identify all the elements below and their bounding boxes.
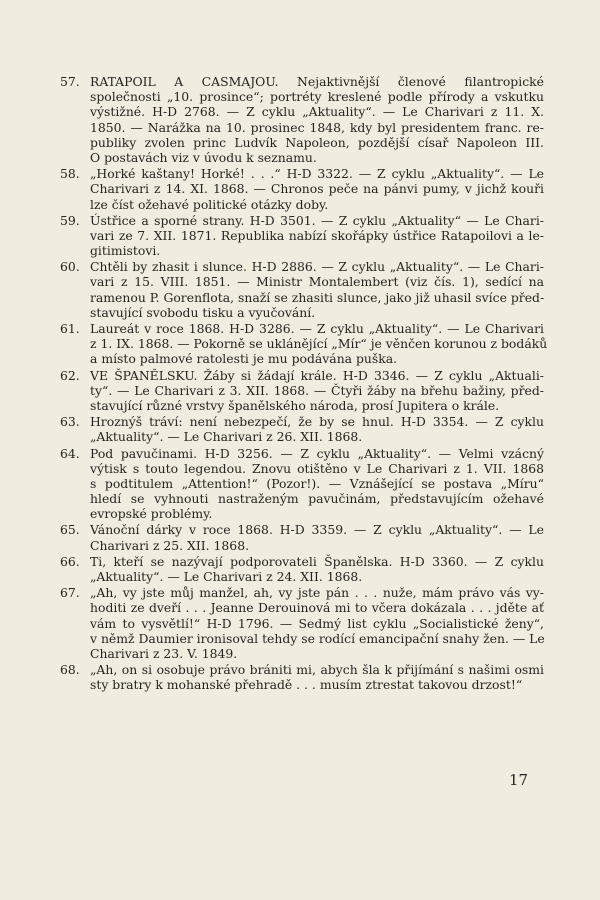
entry-text-line: 1850. — Narážka na 10. prosinec 1848, kdy byl presidentem franc. re- [90,119,544,135]
entry-text-line: stavující různé vrstvy španělského národa, prosí Jupitera o krále. [90,397,500,413]
entry-text-line: Ústřice a sporné strany. H-D 3501. — Z cyklu „Aktuality“ — Le Chari- [90,212,544,228]
entry-text-line: „Ah, vy jste můj manžel, ah, vy jste pán . . . nuže, mám právo vás vy- [90,585,544,601]
entry-number: 67. [60,585,80,601]
entry-text-line: Charivari z 14. XI. 1868. — Chronos peče na pánvi pumy, v jichž kouři [90,181,544,197]
entry-text-line: lze číst ožehavé politické otázky doby. [90,196,329,212]
entry-number: 64. [60,445,80,461]
page-number: 17 [509,771,529,789]
entry-text-line: z 1. IX. 1868. — Pokorně se uklánějící „Mír“ je věnčen korunou z bodáků [90,336,548,352]
entry-text-line: vari z 15. VIII. 1851. — Ministr Montalembert (viz čís. 1), sedící na [90,274,544,290]
entry-text-line: hledí se vyhnouti nastraženým pavučinám, představujícím ožehavé [90,491,544,507]
catalogue-entry [60,212,544,259]
entry-number: 61. [60,321,80,336]
entry-text-line: Ti, kteří se nazývají podporovateli Španělska. H-D 3360. — Z cyklu [90,553,544,569]
entry-text-line: Charivari z 23. V. 1849. [90,645,238,661]
entry-text-line: Vánoční dárky v roce 1868. H-D 3359. — Z cyklu „Aktuality“. — Le [90,522,544,538]
entry-text-line: O postavách viz v úvodu k seznamu. [90,149,317,165]
entry-text-line: publiky zvolen princ Ludvík Napoleon, pozdější císař Napoleon III. [90,134,544,150]
entry-text-line: a místo palmové ratolesti je mu podávána puška. [90,351,398,367]
entry-text-line: Pod pavučinami. H-D 3256. — Z cyklu „Aktuality“. — Velmi vzácný [90,445,544,461]
entry-number: 68. [60,662,80,678]
entry-text-line: gitimistovi. [90,243,161,259]
entry-text-line: Hroznýš tráví: není nebezpečí, že by se hnul. H-D 3354. — Z cyklu [90,414,544,430]
entry-text-line: sty bratry k mohanské přehradě . . . musím ztrestat takovou drzost!“ [90,677,523,693]
entry-number: 65. [60,522,80,538]
catalogue-entry [60,74,544,165]
catalogue-entry [60,259,545,320]
entry-text-line: evropské problémy. [90,506,213,522]
entry-number: 66. [60,553,80,569]
entry-number: 63. [60,414,80,430]
entry-text-line: Charivari z 25. XII. 1868. [90,537,250,553]
catalogue-entry [60,321,548,367]
entry-text-line: „Aktuality“. — Le Charivari z 24. XII. 1868. [90,569,363,584]
catalogue-entry [60,166,544,212]
entry-number: 60. [60,259,80,275]
entry-text-line: stavující svobodu tisku a vyučování. [90,304,316,320]
entry-text-line: společnosti „10. prosince“; portréty kreslené podle přírody a vskutku [90,89,544,105]
catalogue-entry [60,367,544,414]
entry-text-line: vám to vysvětlí!“ H-D 1796. — Sedmý list cyklu „Socialistické ženy“, [90,615,544,631]
entry-text-line: RATAPOIL A CASMAJOU. Nejaktivnější členové filantropické [90,74,544,89]
entry-number: 57. [60,74,80,89]
entry-text-line: „Aktuality“. — Le Charivari z 26. XII. 1868. [90,429,363,445]
catalogue-entry [60,522,544,553]
entry-text-line: „Ah, on si osobuje právo brániti mi, abych šla k přijímání s našimi osmi [90,662,544,678]
catalogue-entry [60,414,544,445]
entry-text-line: VE ŠPANĚLSKU. Žáby si žádají krále. H-D 3346. — Z cyklu „Aktuali- [90,367,544,383]
catalogue-entry [60,662,544,693]
catalogue-entries [60,74,548,694]
entry-number: 59. [60,212,80,228]
entry-number: 62. [60,367,80,383]
entry-text-line: výstižné. H-D 2768. — Z cyklu „Aktuality“. — Le Charivari z 11. X. [90,104,544,120]
entry-text-line: výtisk s touto legendou. Znovu otištěno v Le Charivari z 1. VII. 1868 [90,460,544,476]
entry-text-line: s podtitulem „Attention!“ (Pozor!). — Vznášející se postava „Míru“ [90,475,544,491]
entry-text-line: hoditi ze dveří . . . Jeanne Derouinová mi to včera dokázala . . . jděte ať [90,600,544,616]
entry-text-line: ty“. — Le Charivari z 3. XII. 1868. — Čtyři žáby na břehu bažiny, před- [90,382,544,398]
entry-text-line: Laureát v roce 1868. H-D 3286. — Z cyklu „Aktuality“. — Le Charivari [90,321,544,336]
entry-text-line: Chtěli by zhasit i slunce. H-D 2886. — Z cyklu „Aktuality“. — Le Chari- [90,259,544,275]
entry-text-line: vari ze 7. XII. 1871. Republika nabízí skořápky ústřice Ratapoilovi a le- [90,227,544,243]
catalogue-entry [60,445,544,522]
entry-text-line: „Horké kaštany! Horké! . . .“ H-D 3322. — Z cyklu „Aktuality“. — Le [90,166,544,182]
entry-number: 58. [60,166,80,182]
entry-text-line: ramenou P. Gorenflota, snaží se zhasiti slunce, jako již uhasil svíce před- [90,289,545,305]
catalogue-entry [60,585,545,661]
entry-text-line: v němž Daumier ironisoval tehdy se rodící emancipační snahy žen. — Le [90,630,545,646]
catalogue-entry [60,553,544,584]
